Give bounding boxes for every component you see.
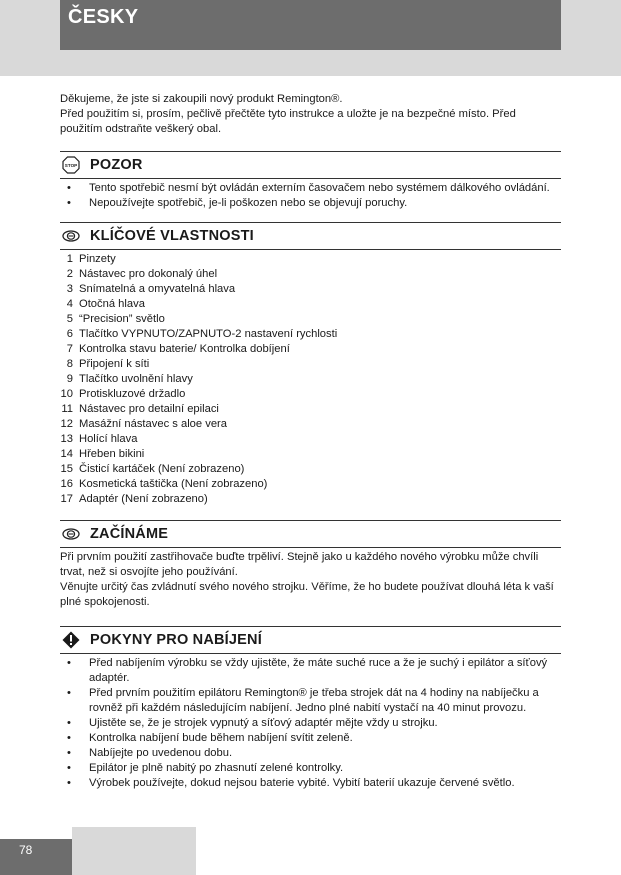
eye-icon: [62, 525, 80, 543]
list-item: • Výrobek používejte, dokud nejsou baterie vybité. Vybití baterií ukazuje červené světlo.: [60, 776, 561, 791]
feature-item: [60, 327, 561, 342]
feature-item: [60, 477, 561, 492]
warning-icon: [62, 631, 80, 649]
feature-number: 9: [66, 373, 73, 385]
feature-item: [60, 492, 561, 507]
features-list: [60, 252, 561, 507]
caution-title: POZOR: [90, 156, 143, 173]
feature-number: 15: [60, 463, 73, 475]
feature-label: Nástavec pro detailní epilaci: [79, 403, 219, 415]
feature-label: Protiskluzové držadlo: [79, 388, 186, 400]
feature-number: 4: [66, 298, 73, 310]
getting-started-header: [60, 520, 561, 548]
feature-number: 10: [60, 388, 73, 400]
feature-item: [60, 252, 561, 267]
feature-item: [60, 447, 561, 462]
feature-label: Pinzety: [79, 253, 116, 265]
feature-item: [60, 267, 561, 282]
feature-label: Připojení k síti: [79, 358, 150, 370]
feature-label: Kosmetická taštička (Není zobrazeno): [79, 478, 268, 490]
feature-label: Holící hlava: [79, 433, 138, 445]
features-section: [60, 222, 561, 507]
getting-started-section: [60, 520, 561, 610]
feature-item: [60, 342, 561, 357]
feature-label: Snímatelná a omyvatelná hlava: [79, 283, 236, 295]
page-content: [60, 92, 561, 791]
list-item: • Ujistěte se, že je strojek vypnutý a síťový adaptér mějte vždy u strojku.: [60, 716, 561, 731]
feature-label: “Precision” světlo: [79, 313, 165, 325]
charging-section: [60, 626, 561, 791]
charging-header: [60, 626, 561, 654]
list-item: • Epilátor je plně nabitý po zhasnutí zelené kontrolky.: [60, 761, 561, 776]
language-title-box: [60, 0, 561, 50]
features-header: [60, 222, 561, 250]
feature-label: Otočná hlava: [79, 298, 145, 310]
list-item: • Nabíjejte po uvedenou dobu.: [60, 746, 561, 761]
feature-item: [60, 372, 561, 387]
getting-started-text: [60, 550, 561, 610]
caution-header: [60, 151, 561, 179]
feature-number: 17: [60, 493, 73, 505]
feature-label: Tlačítko uvolnění hlavy: [79, 373, 193, 385]
feature-number: 3: [66, 283, 73, 295]
feature-item: [60, 282, 561, 297]
caution-list: [60, 181, 561, 211]
feature-number: 7: [66, 343, 73, 355]
feature-number: 5: [66, 313, 73, 325]
eye-icon: [62, 227, 80, 245]
feature-number: 11: [61, 403, 73, 415]
intro-line: Před použitím si, prosím, pečlivě přečtěte tyto instrukce a uložte je na bezpečné místo. Před použitím odstraňte veškerý obal.: [60, 108, 516, 135]
feature-item: [60, 462, 561, 477]
footer-band: [72, 827, 196, 875]
list-item: • Před prvním použitím epilátoru Remington® je třeba strojek dát na 4 hodiny na nabíječku a rovněž při každém následujícím nabíjení. Jedno plné nabití vystačí na 40 minut provozu.: [60, 686, 561, 716]
intro-text: [60, 92, 561, 137]
feature-item: [60, 402, 561, 417]
feature-item: [60, 312, 561, 327]
page-number-box: [0, 839, 72, 875]
feature-number: 14: [60, 448, 73, 460]
feature-number: 6: [66, 328, 73, 340]
stop-sign-icon: [62, 156, 80, 174]
features-title: KLÍČOVÉ VLASTNOSTI: [90, 227, 254, 244]
feature-number: 12: [60, 418, 73, 430]
feature-number: 1: [66, 253, 73, 265]
feature-item: [60, 357, 561, 372]
paragraph: Věnujte určitý čas zvládnutí svého nového strojku. Věříme, že ho budete používat dlouhá léta k vaší plné spokojenosti.: [60, 581, 554, 608]
list-item: • Před nabíjením výrobku se vždy ujistěte, že máte suché ruce a že je suchý i epilátor a síťový adaptér.: [60, 656, 561, 686]
feature-label: Hřeben bikini: [79, 448, 145, 460]
feature-number: 13: [60, 433, 73, 445]
feature-label: Tlačítko VYPNUTO/ZAPNUTO-2 nastavení rychlosti: [79, 328, 338, 340]
svg-text:STOP: STOP: [64, 163, 78, 168]
charging-title: POKYNY PRO NABÍJENÍ: [90, 631, 262, 648]
feature-label: Adaptér (Není zobrazeno): [79, 493, 208, 505]
list-item: • Tento spotřebič nesmí být ovládán externím časovačem nebo systémem dálkového ovládání.: [60, 181, 561, 196]
paragraph: Při prvním použití zastřihovače buďte trpěliví. Stejně jako u každého nového výrobku může chvíli trvat, než si osvojíte jeho používání.: [60, 551, 539, 578]
list-item: • Nepoužívejte spotřebič, je-li poškozen nebo se objevují poruchy.: [60, 196, 561, 211]
getting-started-title: ZAČÍNÁME: [90, 525, 169, 542]
feature-label: Kontrolka stavu baterie/ Kontrolka dobíjení: [79, 343, 290, 355]
feature-label: Čisticí kartáček (Není zobrazeno): [79, 463, 245, 475]
charging-list: [60, 656, 561, 791]
intro-line: Děkujeme, že jste si zakoupili nový produkt Remington®.: [60, 93, 343, 105]
page-title: ČESKY: [68, 6, 139, 28]
list-item: • Kontrolka nabíjení bude během nabíjení svítit zeleně.: [60, 731, 561, 746]
feature-label: Nástavec pro dokonalý úhel: [79, 268, 218, 280]
page-number: 78: [19, 843, 33, 857]
feature-label: Masážní nástavec s aloe vera: [79, 418, 227, 430]
feature-item: [60, 432, 561, 447]
caution-section: [60, 151, 561, 211]
feature-item: [60, 297, 561, 312]
feature-number: 2: [66, 268, 73, 280]
feature-item: [60, 417, 561, 432]
feature-item: [60, 387, 561, 402]
feature-number: 8: [66, 358, 73, 370]
feature-number: 16: [60, 478, 73, 490]
